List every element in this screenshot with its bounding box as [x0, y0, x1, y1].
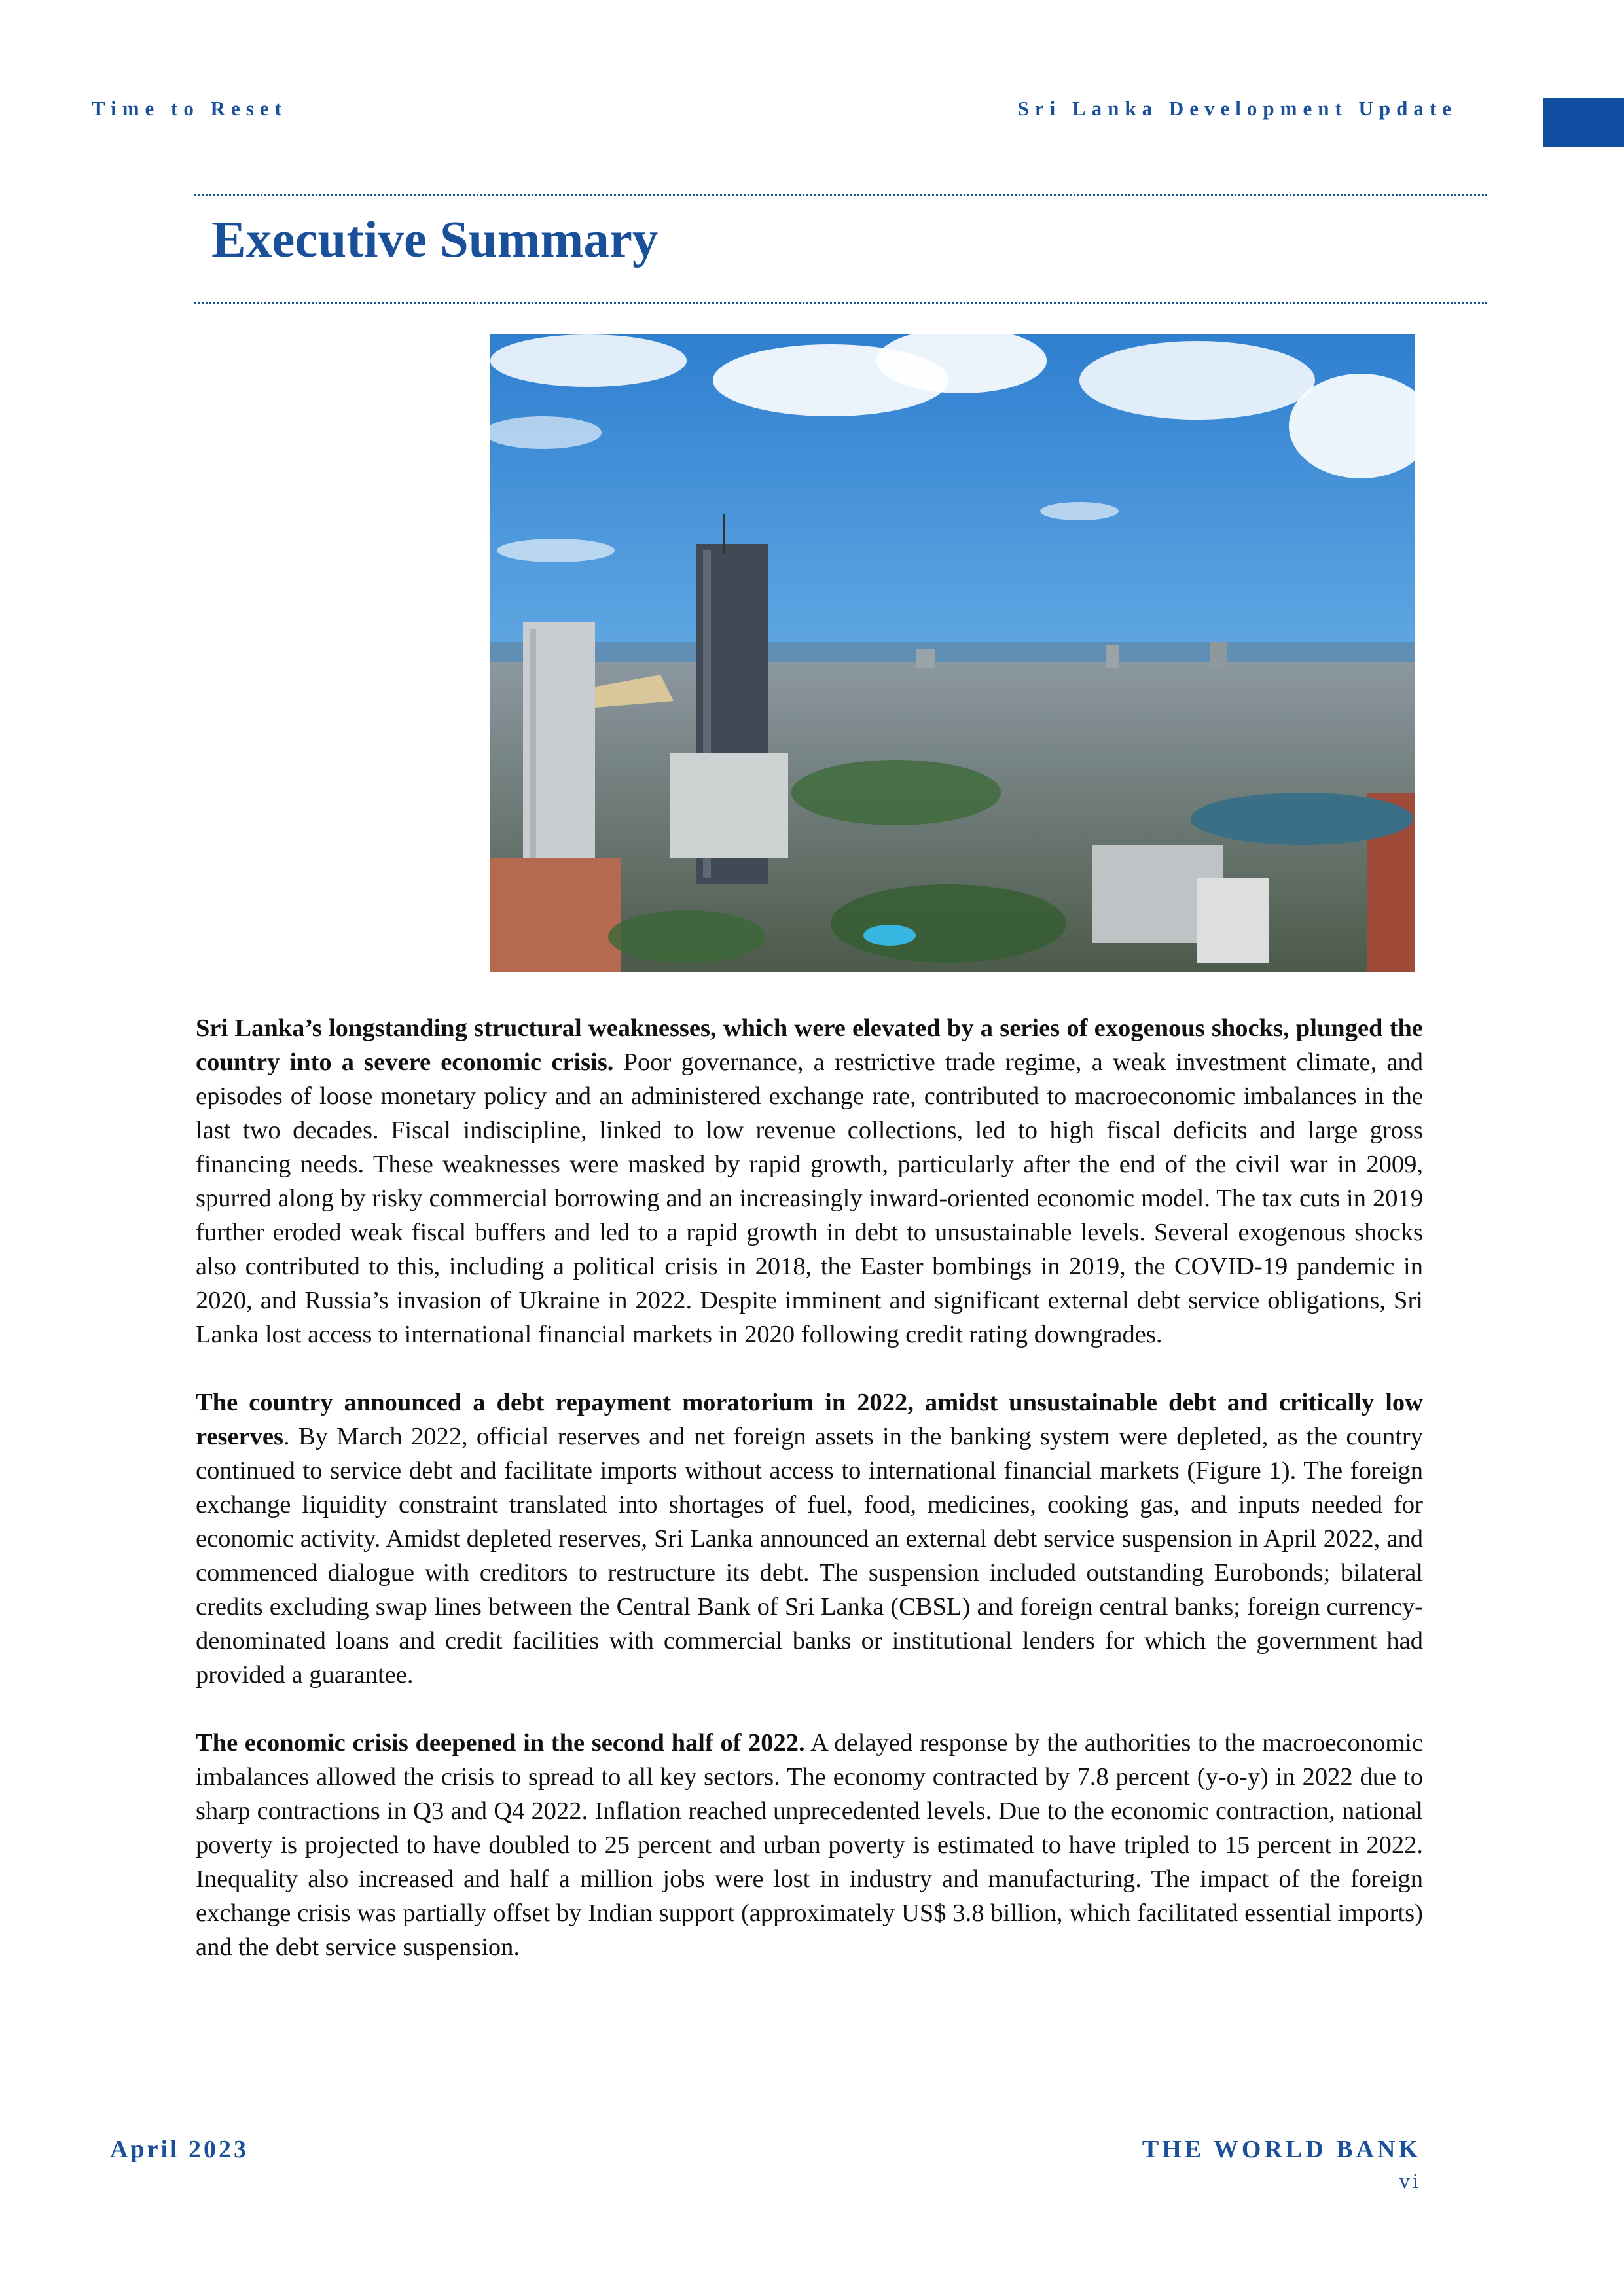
running-header-left: Time to Reset [92, 97, 287, 120]
paragraph-1 [196, 1011, 1423, 1352]
paragraph-2-text: . By March 2022, official reserves and net foreign assets in the banking system were depleted, as the country continued to service debt and facilitate imports without access to international financial markets (Figure 1). The foreign exchange liquidity constraint translated into shortages of fuel, food, medicines, cooking gas, and inputs needed for economic activity. Amidst depleted reserves, Sri Lanka announced an external debt service suspension in April 2022, and commenced dialogue with creditors to restructure its debt. The suspension included outstanding Eurobonds; bilateral credits excluding swap lines between the Central Bank of Sri Lanka (CBSL) and foreign central banks; foreign currency-denominated loans and credit facilities with commercial banks or institutional lenders for which the government had provided a guarantee. [196, 1423, 1423, 1689]
title-rule-top [194, 194, 1487, 196]
city-skyline-photo-art [490, 334, 1415, 972]
paragraph-3-lead: The economic crisis deepened in the second half of 2022. [196, 1729, 805, 1757]
title-rule-bottom [194, 302, 1487, 304]
city-skyline-photo [490, 334, 1415, 972]
body-text [196, 1011, 1423, 1998]
paragraph-1-text: Poor governance, a restrictive trade regime, a weak investment climate, and episodes of loose monetary policy and an administered exchange rate, contributed to macroeconomic imbalances in the last two decades. Fiscal indiscipline, linked to low revenue collections, led to high fiscal deficits and large gross financing needs. These weaknesses were masked by rapid growth, particularly after the end of the civil war in 2009, spurred along by risky commercial borrowing and an increasingly inward-oriented economic model. The tax cuts in 2019 further eroded weak fiscal buffers and led to a rapid growth in debt to unsustainable levels. Several exogenous shocks also contributed to this, including a political crisis in 2018, the Easter bombings in 2019, the COVID-19 pandemic in 2020, and Russia’s invasion of Ukraine in 2022. Despite imminent and significant external debt service obligations, Sri Lanka lost access to international financial markets in 2020 following credit rating downgrades. [196, 1049, 1423, 1348]
running-header-right: Sri Lanka Development Update [1017, 97, 1457, 120]
footer-date: April 2023 [110, 2136, 249, 2163]
paragraph-2 [196, 1386, 1423, 1692]
paragraph-1-lead: Sri Lanka’s longstanding structural weaknesses, which were elevated by a series of exogenous shocks, plunged the country into a severe economic crisis. [196, 1014, 1423, 1076]
section-tab-marker [1543, 98, 1624, 147]
page-number: vi [1399, 2170, 1421, 2193]
page-title: Executive Summary [211, 211, 659, 268]
paragraph-3-text: A delayed response by the authorities to the macroeconomic imbalances allowed the crisis to spread to all key sectors. The economy contracted by 7.8 percent (y-o-y) in 2022 due to sharp contractions in Q3 and Q4 2022. Inflation reached unprecedented levels. Due to the economic contraction, national poverty is projected to have doubled to 25 percent and urban poverty is estimated to have tripled to 15 percent in 2022. Inequality also increased and half a million jobs were lost in industry and manufacturing. The impact of the foreign exchange crisis was partially offset by Indian support (approximately US$ 3.8 billion, which facilitated essential imports) and the debt service suspension. [196, 1729, 1423, 1961]
paragraph-2-lead: The country announced a debt repayment moratorium in 2022, amidst unsustainable debt and critically low reserves [196, 1389, 1423, 1450]
footer-organization: THE WORLD BANK [1142, 2136, 1421, 2163]
paragraph-3 [196, 1726, 1423, 1964]
